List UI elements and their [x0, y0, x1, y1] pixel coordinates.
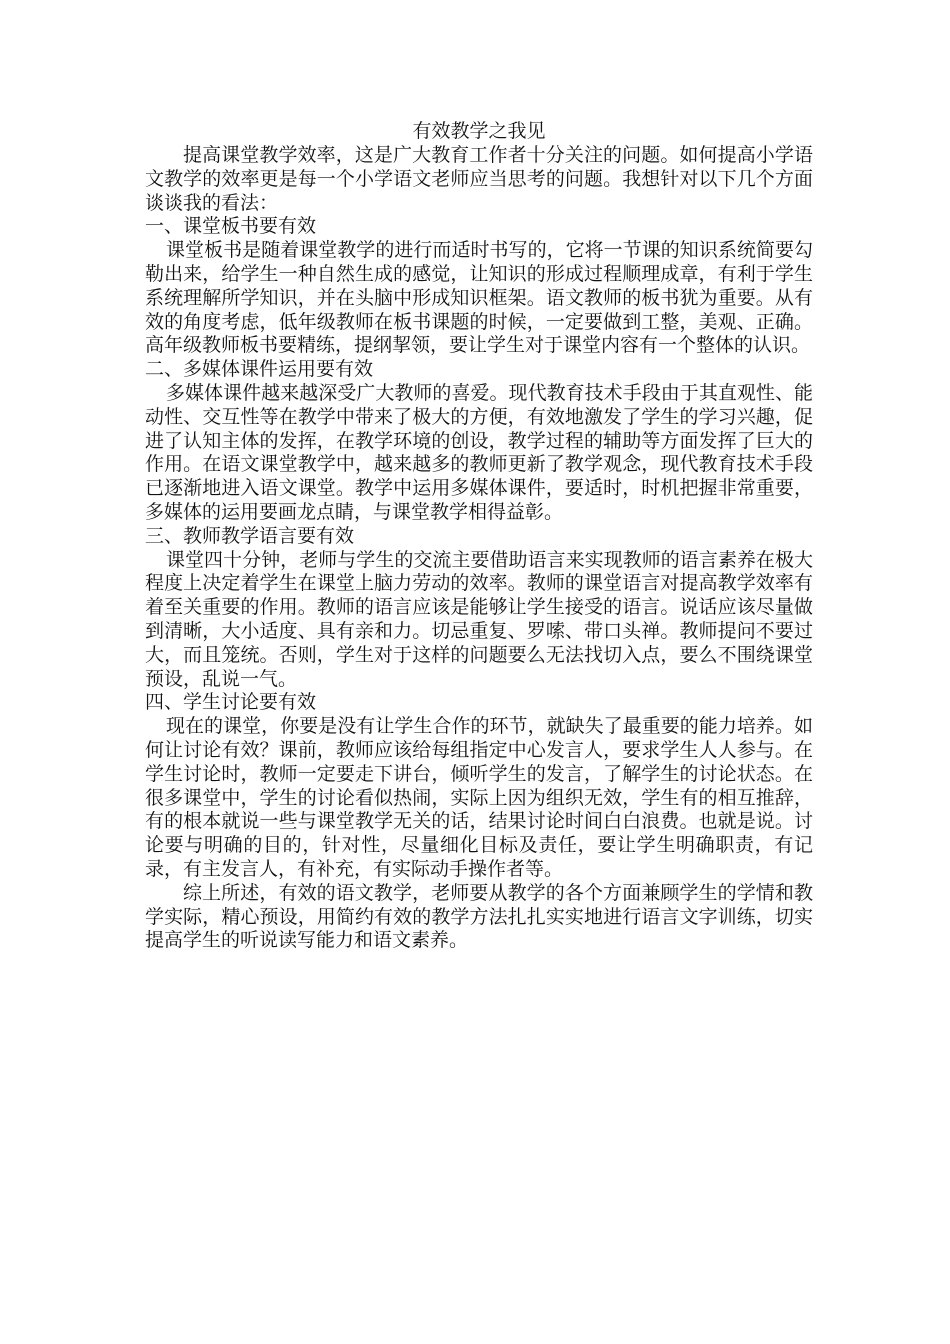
conclusion-paragraph: 综上所述，有效的语文教学，老师要从教学的各个方面兼顾学生的学情和教学实际，精心预设，用简约有效的教学方法扎扎实实地进行语言文字训练，切实提高学生的听说读写能力和语文素养。 — [145, 881, 813, 952]
section-body-3: 课堂四十分钟，老师与学生的交流主要借助语言来实现教师的语言素养在极大程度上决定着学生在课堂上脑力劳动的效率。教师的课堂语言对提高教学效率有着至关重要的作用。教师的语言应该是能够让学生接受的语言。说话应该尽量做到清晰，大小适度、具有亲和力。切忌重复、罗嗦、带口头禅。教师提问不要过大，而且笼统。否则，学生对于这样的问题要么无法找切入点，要么不围绕课堂预设，乱说一气。 — [145, 548, 813, 690]
intro-paragraph: 提高课堂教学效率，这是广大教育工作者十分关注的问题。如何提高小学语文教学的效率更是每一个小学语文老师应当思考的问题。我想针对以下几个方面谈谈我的看法： — [145, 144, 813, 214]
document-page — [145, 118, 813, 953]
section-heading-4: 四、学生讨论要有效 — [145, 691, 317, 714]
section-heading-2: 二、多媒体课件运用要有效 — [145, 358, 374, 381]
section-heading-1: 一、课堂板书要有效 — [145, 215, 317, 238]
section-body-4: 现在的课堂，你要是没有让学生合作的环节，就缺失了最重要的能力培养。如何让讨论有效？课前，教师应该给每组指定中心发言人，要求学生人人参与。在学生讨论时，教师一定要走下讲台，倾听学生的发言，了解学生的讨论状态。在很多课堂中，学生的讨论看似热闹，实际上因为组织无效，学生有的相互推辞，有的根本就说一些与课堂教学无关的话，结果讨论时间白白浪费。也就是说。讨论要与明确的目的，针对性，尽量细化目标及责任，要让学生明确职责，有记录，有主发言人，有补充，有实际动手操作者等。 — [145, 715, 813, 880]
section-body-1: 课堂板书是随着课堂教学的进行而适时书写的，它将一节课的知识系统简要勾勒出来，给学生一种自然生成的感觉，让知识的形成过程顺理成章，有利于学生系统理解所学知识，并在头脑中形成知识框架。语文教师的板书犹为重要。从有效的角度考虑，低年级教师在板书课题的时候，一定要做到工整，美观、正确。高年级教师板书要精练，提纲挈领，要让学生对于课堂内容有一个整体的认识。 — [145, 239, 813, 357]
section-heading-3: 三、教师教学语言要有效 — [145, 524, 355, 547]
section-body-2: 多媒体课件越来越深受广大教师的喜爱。现代教育技术手段由于其直观性、能动性、交互性等在教学中带来了极大的方便，有效地激发了学生的学习兴趣，促进了认知主体的发挥，在教学环境的创设，教学过程的辅助等方面发挥了巨大的作用。在语文课堂教学中，越来越多的教师更新了教学观念，现代教育技术手段已逐渐地进入语文课堂。教学中运用多媒体课件，要适时，时机把握非常重要，多媒体的运用要画龙点睛，与课堂教学相得益彰。 — [145, 381, 813, 523]
document-title: 有效教学之我见 — [412, 120, 546, 142]
